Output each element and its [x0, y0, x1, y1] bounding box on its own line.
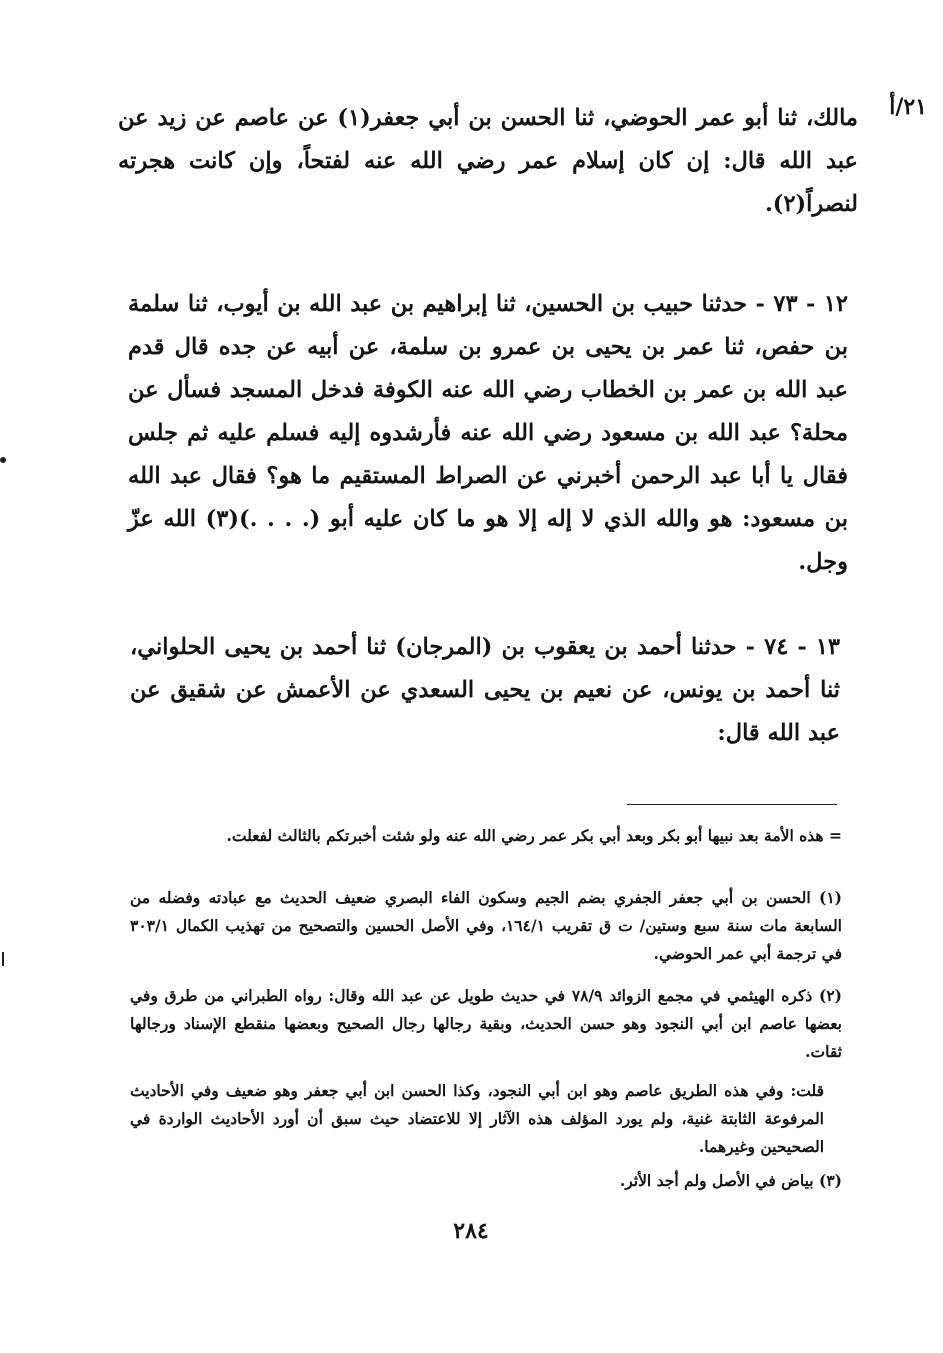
manuscript-folio-reference: ٢١/أ — [889, 94, 927, 120]
footnote-continuation: = هذه الأمة بعد نبيها أبو بكر وبعد أبي بكر عمر رضي الله عنه ولو شئت أخبرتكم بالثالث لفعلت. — [226, 826, 842, 845]
paragraph-continuation: مالك، ثنا أبو عمر الحوضي، ثنا الحسن بن أبي جعفر(١) عن عاصم عن زيد عن عبد الله قال: إن كان إسلام عمر رضي الله عنه لفتحاً، وإن كانت هجرته لنصراً(٢). — [118, 105, 858, 217]
footnote-2-remark: قلت: وفي هذه الطريق عاصم وهو ابن أبي النجود، وكذا الحسن ابن أبي جعفر وهو ضعيف وفي الأحاديث المرفوعة الثابتة غنية، ولم يورد المؤلف هذه الآثار إلا للاعتضاد حيث سبق أن أورد الأحاديث الواردة في الصحيحين وغيرهما. — [130, 1081, 824, 1156]
footnote-2: (٢) ذكره الهيثمي في مجمع الزوائد ٧٨/٩ في حديث طويل عن عبد الله وقال: رواه الطبراني من طرق وفي بعضها عاصم ابن أبي النجود وهو حسن الحديث، وبقية رجالها رجال الصحيح وبعضها منقطع الإسناد ورجالها ثقات. — [130, 986, 842, 1061]
footnote-1: (١) الحسن بن أبي جعفر الجفري بضم الجيم وسكون الفاء البصري ضعيف الحديث مع عبادته وفضله من السابعة مات سنة سبع وستين/ ت ق تقريب ١٦٤/١، وفي الأصل الحسين والتصحيح من تهذيب الكمال ٣٠٣/١ في ترجمة أبي عمر الحوضي. — [130, 888, 842, 963]
scan-edge-mark — [0, 457, 6, 463]
hadith-74: ١٣ - ٧٤ - حدثنا أحمد بن يعقوب بن (المرجان) ثنا أحمد بن يحيى الحلواني، ثنا أحمد بن يونس، عن نعيم بن يحيى السعدي عن الأعمش عن شقيق عن عبد الله قال: — [130, 634, 840, 746]
page-number: ٢٨٤ — [453, 1218, 489, 1244]
hadith-73: ١٢ - ٧٣ - حدثنا حبيب بن الحسين، ثنا إبراهيم بن عبد الله بن أيوب، ثنا سلمة بن حفص، ثنا عمر بن يحيى بن عمرو بن سلمة، عن أبيه عن جده قال قدم عبد الله بن عمر بن الخطاب رضي الله عنه الكوفة فدخل المسجد فسأل عن محلة؟ عبد الله بن مسعود رضي الله عنه فأرشدوه إليه فسلم عليه ثم جلس فقال يا أبا عبد الرحمن أخبرني عن الصراط المستقيم ما هو؟ فقال عبد الله بن مسعود: هو والله الذي لا إله إلا هو ما كان عليه أبو (. . . .)(٣) الله عزّ وجل. — [128, 291, 848, 575]
footnote-3: (٣) بياض في الأصل ولم أجد الأثر. — [619, 1171, 842, 1190]
footnote-separator — [627, 804, 837, 805]
scan-edge-mark — [2, 952, 4, 966]
